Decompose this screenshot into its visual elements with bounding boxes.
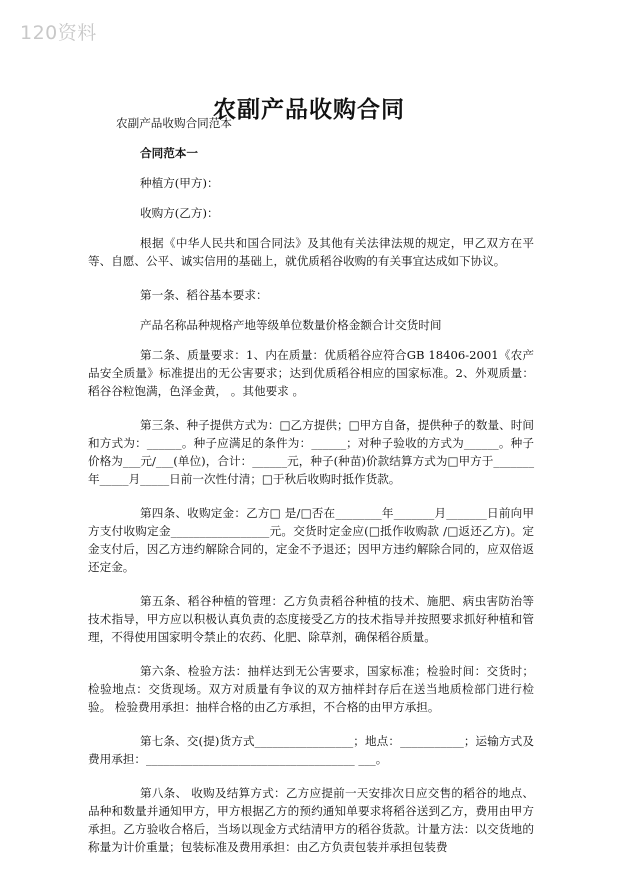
document-subtitle: 农副产品收购合同范本 [116, 116, 232, 130]
document-body [88, 114, 534, 872]
article-6: 第六条、检验方法：抽样达到无公害要求，国家标准；检验时间：交货时；检验地点：交货现场。双方对质量有争议的双方抽样封存后在送当地质检部门进行检验。 检验费用承担：抽样合格的由乙方承担，不合格的由甲方承担。 [88, 664, 534, 714]
article-5: 第五条、稻谷种植的管理：乙方负责稻谷种植的技术、施肥、病虫害防治等技术指导，甲方应以积极认真负责的态度接受乙方的技术指导并按照要求抓好种植和管理，不得使用国家明令禁止的农药、化肥、除草剂，确保稻谷质量。 [88, 594, 534, 644]
section-heading: 合同范本一 [140, 146, 198, 160]
article-1-detail: 产品名称品种规格产地等级单位数量价格金额合计交货时间 [140, 318, 442, 332]
watermark: 120资料 [20, 22, 97, 44]
article-7: 第七条、交(提)货方式_________________；地点：___________；运输方式及费用承担：____________________________________ ___。 [88, 734, 534, 766]
article-8: 第八条、 收购及结算方式：乙方应提前一天安排次日应交售的稻谷的地点、品种和数量并通知甲方，甲方根据乙方的预约通知单要求将稻谷送到乙方，费用由甲方承担。乙方验收合格后，当场以现金方式结清甲方的稻谷货款。计量方法：以交货地的称量为计价重量；包装标准及费用承担：由乙方负责包装并承担包装费 [88, 786, 534, 854]
party-a-line: 种植方(甲方)： [140, 176, 219, 190]
document-title: 农副产品收购合同 [213, 97, 405, 124]
article-4: 第四条、收购定金：乙方□ 是/□否在________年_______月_______日前向甲方支付收购定金_________________元。交货时定金应(□抵作收购款 /□返还乙方)。定金支付后，因乙方违约解除合同的，定金不予退还；因甲方违约解除合同的，应双倍返还定金。 [88, 506, 534, 574]
article-1: 第一条、稻谷基本要求： [140, 288, 268, 302]
article-2: 第二条、质量要求：1、内在质量：优质稻谷应符合GB 18406-2001《农产品安全质量》标准提出的无公害要求；达到优质稻谷相应的国家标准。2、外观质量：稻谷谷粒饱满，色泽金黄， 。其他要求 。 [88, 348, 534, 398]
article-3: 第三条、种子提供方式为：□乙方提供；□甲方自备，提供种子的数量、时间和方式为：______。种子应满足的条件为：______；对种子验收的方式为______。种子价格为___元/___(单位)，合计：______元，种子(种苗)价款结算方式为□甲方于_______年_____月_____日前一次性付清；□于秋后收购时抵作货款。 [88, 418, 534, 486]
intro-paragraph: 根据《中华人民共和国合同法》及其他有关法律法规的规定，甲乙双方在平等、自愿、公平、诚实信用的基础上，就优质稻谷收购的有关事宜达成如下协议。 [88, 236, 534, 268]
party-b-line: 收购方(乙方)： [140, 206, 219, 220]
